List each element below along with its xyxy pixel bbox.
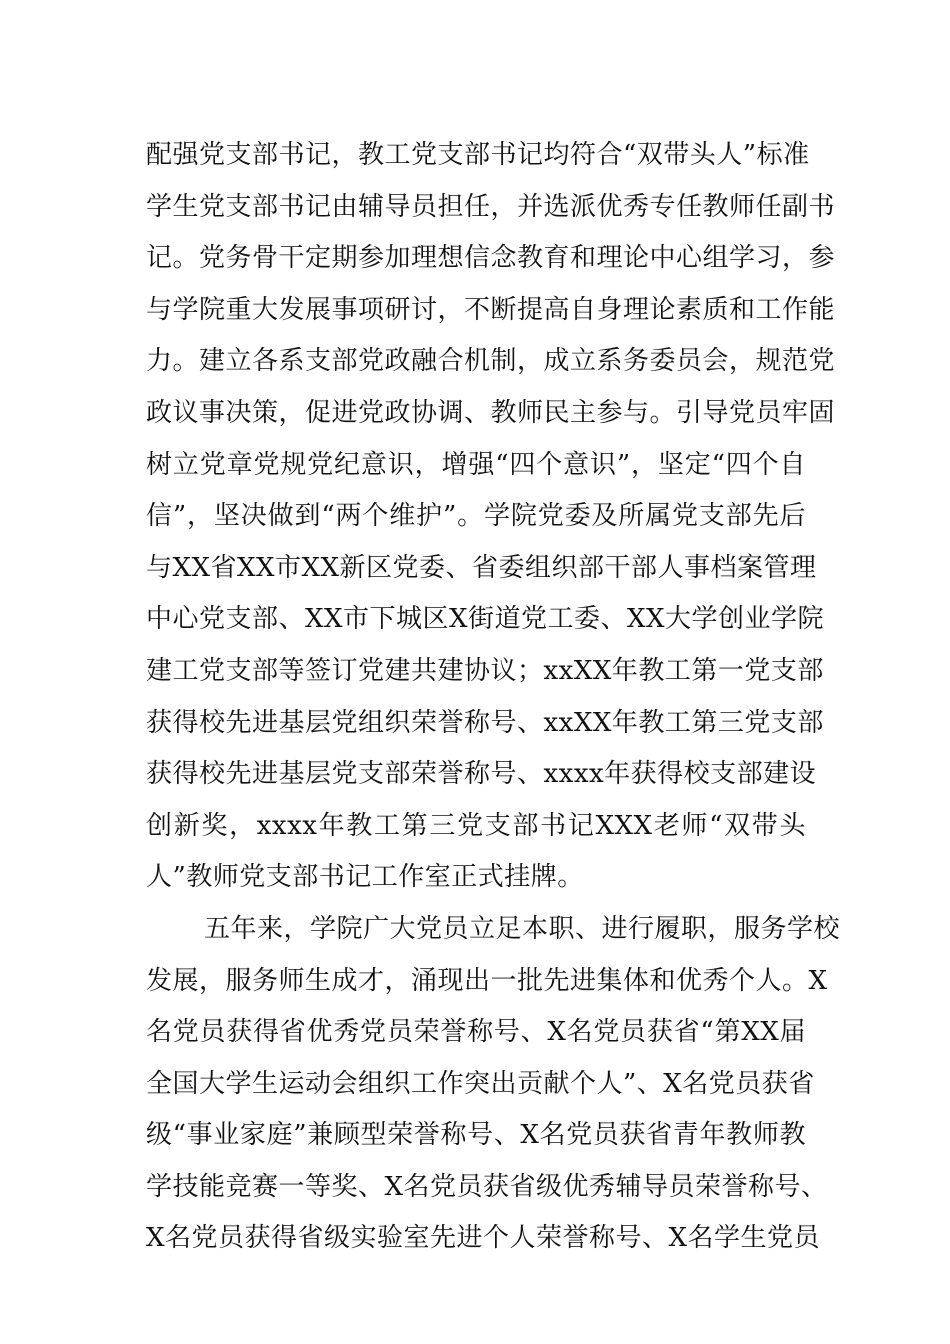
text-line: 获得校先进基层党支部荣誉称号、xxxx年获得校支部建设 — [146, 759, 817, 790]
paragraph-1 — [146, 130, 836, 904]
body-text — [146, 130, 841, 1265]
paragraph-2 — [146, 904, 841, 1265]
text-line: 配强党支部书记，教工党支部书记均符合“双带头人”标准 — [146, 140, 810, 170]
text-line: 五年来，学院广大党员立足本职、进行履职，服务学校 — [204, 913, 841, 944]
text-line: 人”教师党支部书记工作室正式挂牌。 — [146, 862, 584, 893]
text-line: 树立党章党规党纪意识，增强“四个意识”，坚定“四个自 — [146, 449, 806, 480]
text-line: 与XX省XX市XX新区党委、省委组织部干部人事档案管理 — [146, 552, 817, 583]
text-line: 建工党支部等签订党建共建协议；xxXX年教工第一党支部 — [146, 655, 824, 686]
text-line: 学技能竞赛一等奖、X名党员获省级优秀辅导员荣誉称号、 — [146, 1171, 828, 1202]
text-line: 创新奖，xxxx年教工第三党支部书记XXX老师“双带头 — [146, 810, 806, 841]
text-line: 获得校先进基层党组织荣誉称号、xxXX年教工第三党支部 — [146, 707, 824, 738]
text-line: 政议事决策，促进党政协调、教师民主参与。引导党员牢固 — [146, 397, 836, 428]
text-line: 发展，服务师生成才，涌现出一批先进集体和优秀个人。X — [146, 965, 828, 996]
text-line: 中心党支部、XX市下城区X街道党工委、XX大学创业学院 — [146, 604, 825, 635]
text-line: 信”，坚决做到“两个维护”。学院党委及所属党支部先后 — [146, 501, 806, 532]
text-line: 与学院重大发展事项研讨，不断提高自身理论素质和工作能 — [146, 294, 836, 325]
text-line: 力。建立各系支部党政融合机制，成立系务委员会，规范党 — [146, 346, 836, 377]
text-line: 名党员获得省优秀党员荣誉称号、X名党员获省“第XX届 — [146, 1017, 806, 1048]
text-line: 学生党支部书记由辅导员担任，并选派优秀专任教师任副书 — [146, 191, 836, 222]
text-line: X名党员获得省级实验室先进个人荣誉称号、X名学生党员 — [146, 1223, 821, 1254]
text-line: 记。党务骨干定期参加理想信念教育和理论中心组学习，参 — [146, 243, 836, 274]
text-line: 全国大学生运动会组织工作突出贡献个人”、X名党员获省 — [146, 1068, 815, 1099]
text-line: 级“事业家庭”兼顾型荣誉称号、X名党员获省青年教师教 — [146, 1120, 806, 1151]
